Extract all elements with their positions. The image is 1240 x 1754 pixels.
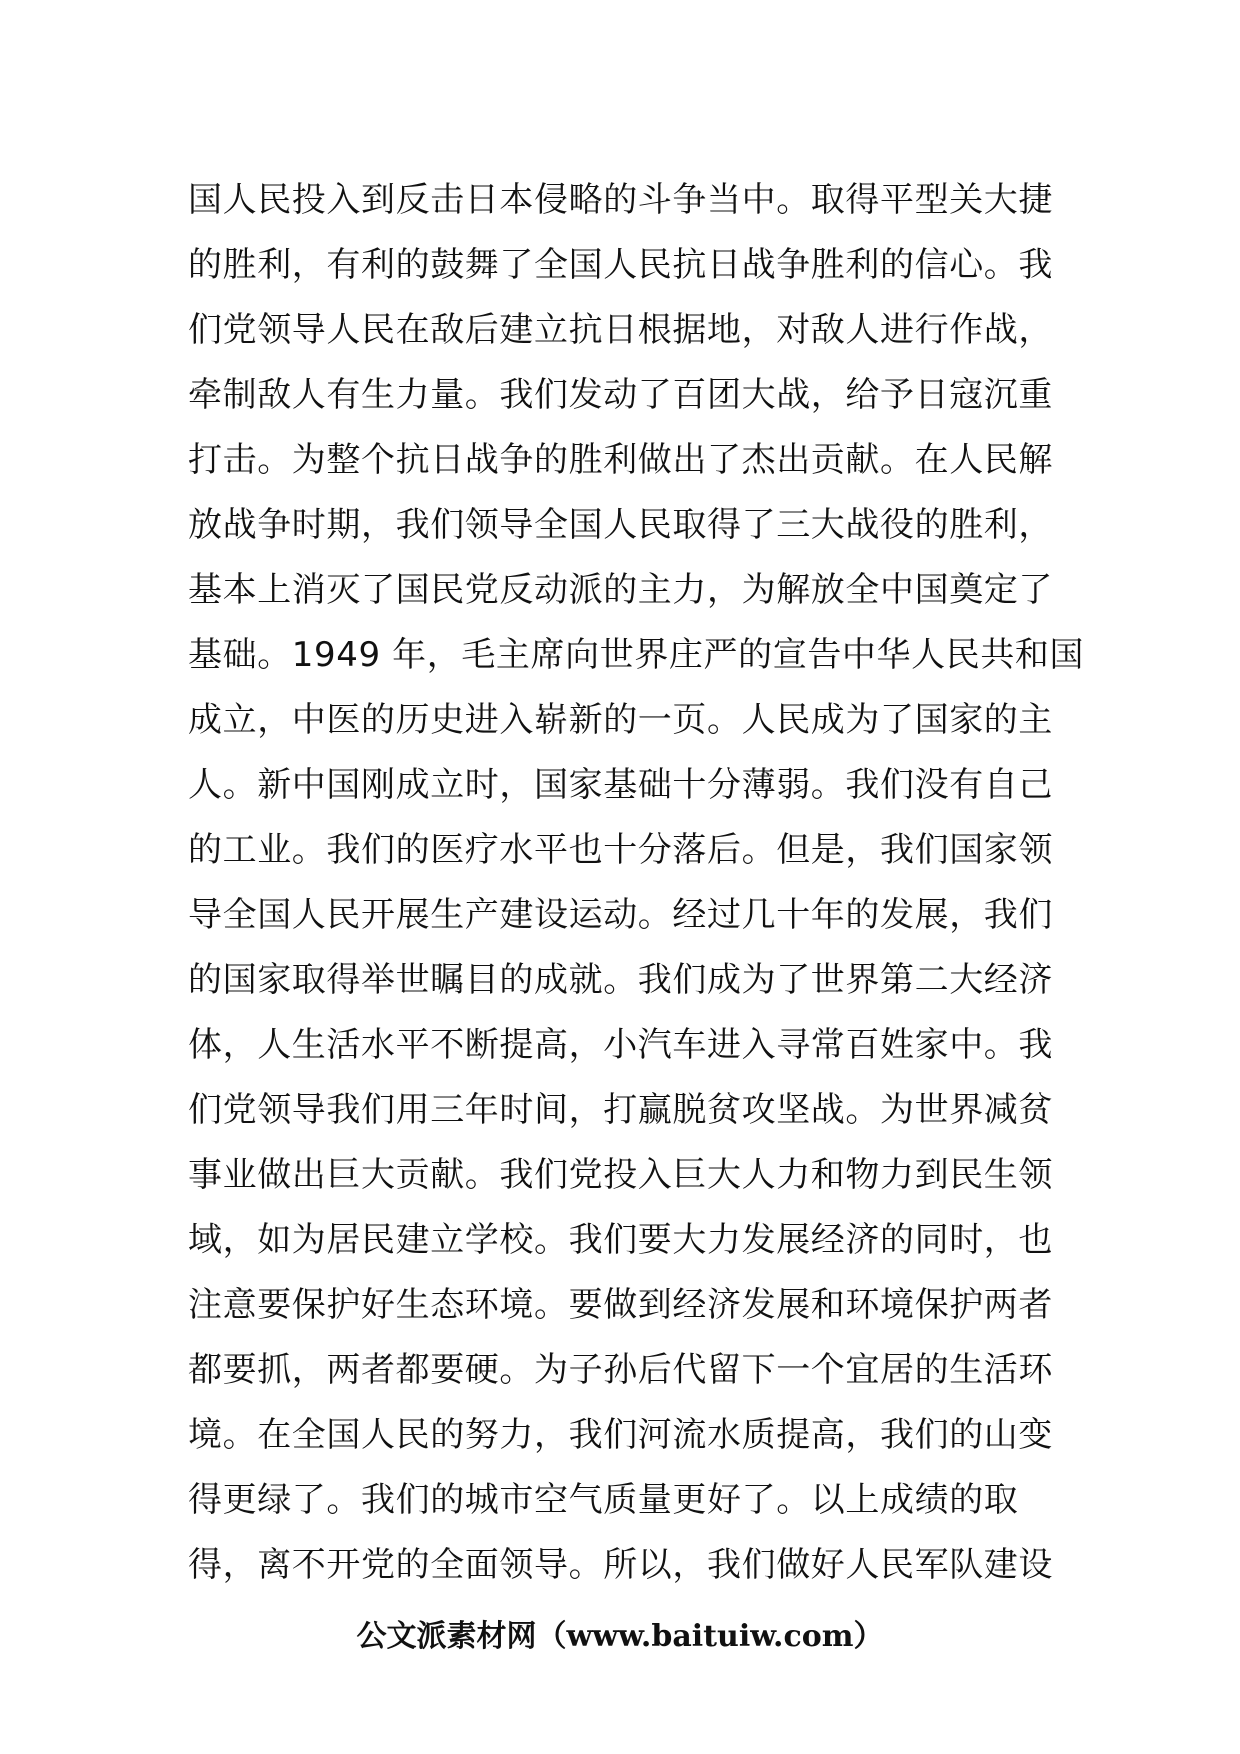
text-line-9: 成立，中医的历史进入崭新的一页。人民成为了国家的主 <box>188 700 1053 740</box>
footer-watermark: 公文派素材网（www.baituiw.com） <box>356 1619 884 1654</box>
text-line-17: 域，如为居民建立学校。我们要大力发展经济的同时，也 <box>188 1220 1053 1260</box>
text-line-8: 基础。1949 年，毛主席向世界庄严的宣告中华人民共和国 <box>188 635 1085 675</box>
text-line-22: 得，离不开党的全面领导。所以，我们做好人民军队建设 <box>188 1545 1053 1585</box>
text-line-5: 打击。为整个抗日战争的胜利做出了杰出贡献。在人民解 <box>188 440 1053 480</box>
text-line-4: 牵制敌人有生力量。我们发动了百团大战，给予日寇沉重 <box>188 375 1053 415</box>
text-line-10: 人。新中国刚成立时，国家基础十分薄弱。我们没有自己 <box>188 765 1053 805</box>
text-line-2: 的胜利，有利的鼓舞了全国人民抗日战争胜利的信心。我 <box>188 245 1053 285</box>
text-line-14: 体，人生活水平不断提高，小汽车进入寻常百姓家中。我 <box>188 1025 1053 1065</box>
body-text <box>188 168 1085 1598</box>
text-line-15: 们党领导我们用三年时间，打赢脱贫攻坚战。为世界减贫 <box>188 1090 1053 1130</box>
text-line-19: 都要抓，两者都要硬。为子孙后代留下一个宜居的生活环 <box>188 1350 1053 1390</box>
text-line-6: 放战争时期，我们领导全国人民取得了三大战役的胜利， <box>188 505 1053 545</box>
text-line-20: 境。在全国人民的努力，我们河流水质提高，我们的山变 <box>188 1415 1053 1455</box>
text-line-7: 基本上消灭了国民党反动派的主力，为解放全中国奠定了 <box>188 570 1053 610</box>
text-line-11: 的工业。我们的医疗水平也十分落后。但是，我们国家领 <box>188 830 1053 870</box>
text-line-13: 的国家取得举世瞩目的成就。我们成为了世界第二大经济 <box>188 960 1053 1000</box>
text-line-3: 们党领导人民在敌后建立抗日根据地，对敌人进行作战， <box>188 310 1053 350</box>
text-line-18: 注意要保护好生态环境。要做到经济发展和环境保护两者 <box>188 1285 1053 1325</box>
text-line-1: 国人民投入到反击日本侵略的斗争当中。取得平型关大捷 <box>188 180 1053 220</box>
text-line-21: 得更绿了。我们的城市空气质量更好了。以上成绩的取 <box>188 1480 1019 1520</box>
text-line-12: 导全国人民开展生产建设运动。经过几十年的发展，我们 <box>188 895 1053 935</box>
text-line-16: 事业做出巨大贡献。我们党投入巨大人力和物力到民生领 <box>188 1155 1053 1195</box>
